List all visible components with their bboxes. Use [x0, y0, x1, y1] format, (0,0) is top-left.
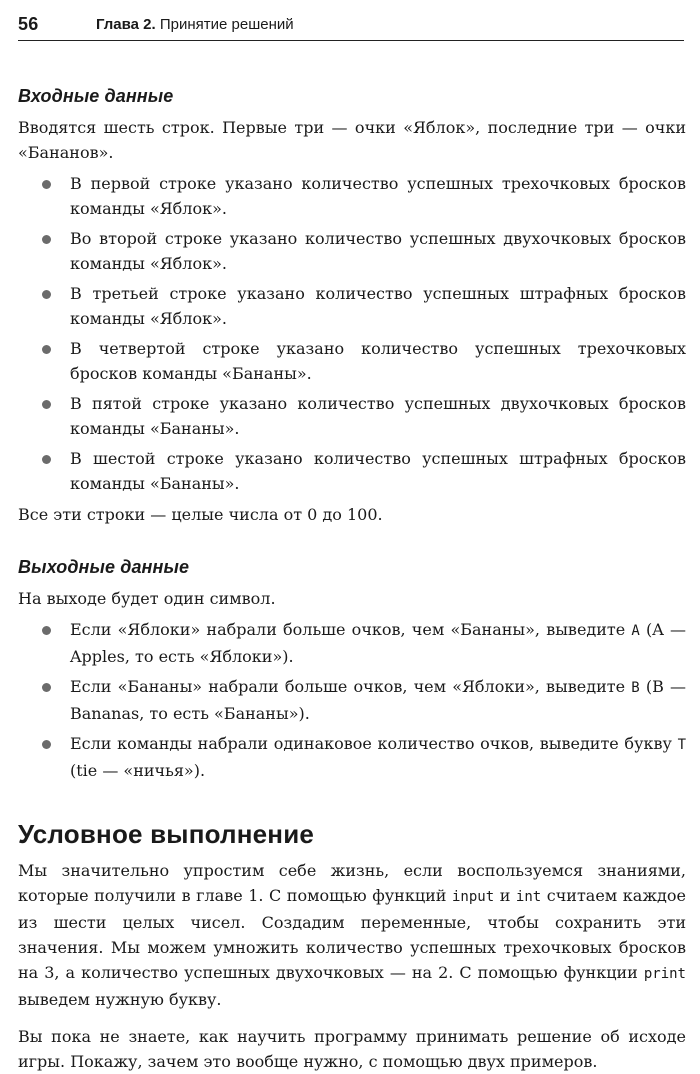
body-paragraph — [18, 858, 686, 1012]
list-item-text: В пятой строке указано количество успешных двухочковых бросков команды «Бананы». — [70, 394, 686, 438]
bullet-icon — [42, 683, 51, 692]
bullet-icon — [42, 455, 51, 464]
list-item — [18, 674, 686, 726]
code-literal: T — [677, 737, 686, 753]
code-literal: int — [515, 889, 542, 905]
running-header — [18, 12, 684, 41]
bullet-icon — [42, 345, 51, 354]
list-item — [18, 731, 686, 783]
paragraph-text: выведем нужную букву. — [18, 990, 222, 1009]
list-item — [18, 446, 686, 496]
list-item — [18, 336, 686, 386]
input-list — [18, 171, 686, 496]
output-heading: Выходные данные — [18, 557, 190, 577]
list-item-text: (A — Apples, то есть «Яблоки»). — [70, 620, 686, 666]
input-outro: Все эти строки — целые числа от 0 до 100. — [18, 505, 383, 524]
paragraph-text: Мы значительно упростим себе жизнь, если воспользуемся знаниями, которые получили в главе 1. С помощью функций — [18, 861, 686, 905]
output-list — [18, 617, 686, 783]
list-item-text: Если команды набрали одинаковое количество очков, выведите букву — [70, 734, 678, 753]
bullet-icon — [42, 290, 51, 299]
chapter-label: Глава 2. — [96, 16, 156, 33]
input-heading: Входные данные — [18, 86, 174, 106]
list-item-text: В третьей строке указано количество успешных штрафных бросков команды «Яблок». — [70, 284, 686, 328]
code-literal: print — [643, 966, 686, 982]
bullet-icon — [42, 400, 51, 409]
code-literal: B — [631, 680, 640, 696]
page-content — [18, 86, 686, 1074]
list-item — [18, 171, 686, 221]
list-item — [18, 226, 686, 276]
bullet-icon — [42, 180, 51, 189]
code-literal: input — [452, 889, 495, 905]
list-item-text: Если «Яблоки» набрали больше очков, чем «Бананы», выведите — [70, 620, 632, 639]
bullet-icon — [42, 740, 51, 749]
list-item-text: В четвертой строке указано количество успешных трехочковых бросков команды «Бананы». — [70, 339, 686, 383]
paragraph-text: считаем каждое из шести целых чисел. Создадим переменные, чтобы сохранить эти значения. Мы можем умножить количество успешных трехочковых бросков на 3, а количество успешных двухочковых — на 2. С помощью функции — [18, 886, 686, 982]
paragraph-text: и — [494, 886, 516, 905]
page-number: 56 — [18, 14, 39, 34]
list-item-text: Во второй строке указано количество успешных двухочковых бросков команды «Яблок». — [70, 229, 686, 273]
body-paragraph: Вы пока не знаете, как научить программу принимать решение об исходе игры. Покажу, зачем это вообще нужно, с помощью двух примеров. — [18, 1027, 686, 1071]
bullet-icon — [42, 626, 51, 635]
list-item — [18, 391, 686, 441]
section-heading: Условное выполнение — [18, 819, 315, 849]
chapter-title — [96, 16, 294, 33]
list-item — [18, 617, 686, 669]
list-item-text: (tie — «ничья»). — [70, 761, 206, 780]
output-intro: На выходе будет один символ. — [18, 589, 276, 608]
list-item — [18, 281, 686, 331]
list-item-text: В первой строке указано количество успешных трехочковых бросков команды «Яблок». — [70, 174, 686, 218]
input-intro: Вводятся шесть строк. Первые три — очки «Яблок», последние три — очки «Бананов». — [18, 118, 686, 162]
list-item-text: В шестой строке указано количество успешных штрафных бросков команды «Бананы». — [70, 449, 686, 493]
list-item-text: (B — Bananas, то есть «Бананы»). — [70, 677, 687, 723]
chapter-name: Принятие решений — [159, 16, 294, 33]
list-item-text: Если «Бананы» набрали больше очков, чем «Яблоки», выведите — [70, 677, 632, 696]
bullet-icon — [42, 235, 51, 244]
code-literal: A — [631, 623, 640, 639]
